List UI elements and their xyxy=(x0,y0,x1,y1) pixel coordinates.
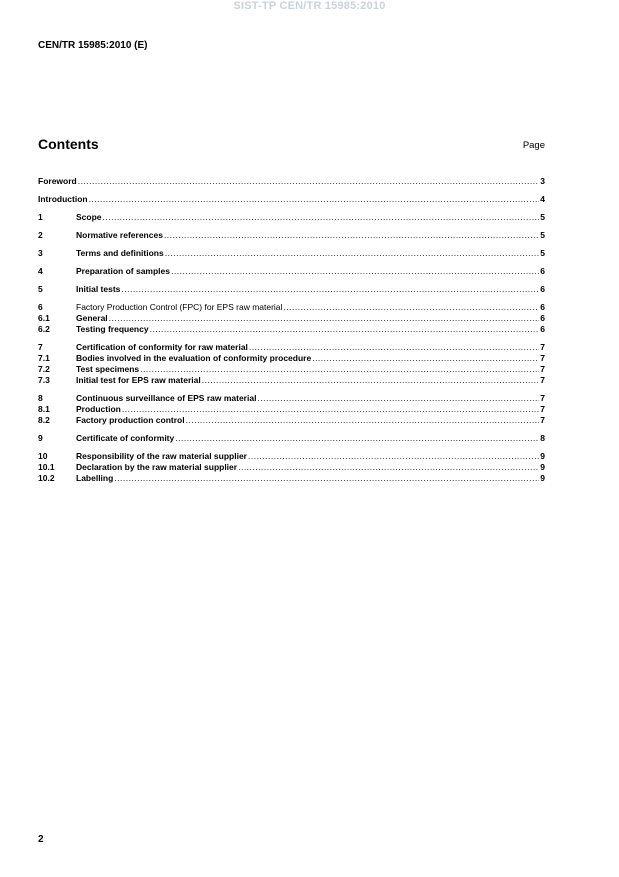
toc-entry-number: 4 xyxy=(38,266,43,276)
dot-leader xyxy=(165,248,540,259)
dot-leader xyxy=(103,212,540,223)
toc-entry-title: Bodies involved in the evaluation of conformity procedure xyxy=(76,353,312,363)
toc-entry-number: 10.1 xyxy=(38,462,55,472)
dot-leader xyxy=(312,353,539,364)
dot-leader xyxy=(249,342,539,353)
toc-entry-number: 10 xyxy=(38,451,48,461)
toc-entry-number: 9 xyxy=(38,433,43,443)
toc-entry-title: Preparation of samples xyxy=(76,266,171,276)
dot-leader xyxy=(238,462,539,473)
toc-entry-number: 6 xyxy=(38,302,43,312)
toc-entry-general[interactable] xyxy=(38,313,545,324)
toc-entry-title: Introduction xyxy=(38,194,88,204)
document-id: CEN/TR 15985:2010 (E) xyxy=(38,40,148,51)
toc-entry-production[interactable] xyxy=(38,404,545,415)
toc-entry-page: 7 xyxy=(540,393,545,403)
toc-entry-page: 8 xyxy=(540,433,545,443)
toc-entry-number: 7.3 xyxy=(38,375,50,385)
watermark: SIST-TP CEN/TR 15985:2010 xyxy=(233,0,386,12)
toc-entry-title: Responsibility of the raw material supplier xyxy=(76,451,247,461)
contents-heading: Contents xyxy=(38,136,99,152)
toc-entry-page: 7 xyxy=(540,353,545,363)
toc-entry-number: 7.1 xyxy=(38,353,50,363)
toc-entry-labelling[interactable] xyxy=(38,473,545,484)
toc-entry-normative-references[interactable] xyxy=(38,230,545,241)
toc-entry-page: 3 xyxy=(540,176,545,186)
toc-entry-number: 8.1 xyxy=(38,404,50,414)
toc-entry-certification-of-conformity[interactable] xyxy=(38,342,545,353)
toc-entry-title: Testing frequency xyxy=(76,324,149,334)
toc-entry-title: Declaration by the raw material supplier xyxy=(76,462,238,472)
toc-entry-page: 7 xyxy=(540,415,545,425)
toc-entry-title: Labelling xyxy=(76,473,114,483)
toc-entry-number: 6.1 xyxy=(38,313,50,323)
toc-entry-number: 6.2 xyxy=(38,324,50,334)
toc-entry-introduction[interactable] xyxy=(38,194,545,205)
toc-entry-title: Normative references xyxy=(76,230,163,240)
toc-entry-terms-and-definitions[interactable] xyxy=(38,248,545,259)
toc-entry-number: 7.2 xyxy=(38,364,50,374)
toc-entry-page: 6 xyxy=(540,302,545,312)
toc-entry-number: 7 xyxy=(38,342,43,352)
dot-leader xyxy=(121,284,539,295)
dot-leader xyxy=(171,266,539,277)
dot-leader xyxy=(122,404,539,415)
dot-leader xyxy=(175,433,539,444)
toc-entry-title: Initial test for EPS raw material xyxy=(76,375,201,385)
toc-entry-page: 7 xyxy=(540,404,545,414)
toc-entry-page: 6 xyxy=(540,266,545,276)
dot-leader xyxy=(202,375,540,386)
dot-leader xyxy=(164,230,539,241)
dot-leader xyxy=(186,415,540,426)
toc-entry-page: 6 xyxy=(540,324,545,334)
toc-entry-title: Initial tests xyxy=(76,284,121,294)
toc-entry-title: General xyxy=(76,313,108,323)
toc-entry-page: 6 xyxy=(540,313,545,323)
toc-entry-title: Certification of conformity for raw material xyxy=(76,342,248,352)
toc-entry-page: 5 xyxy=(540,248,545,258)
toc-entry-number: 2 xyxy=(38,230,43,240)
toc-entry-foreword[interactable] xyxy=(38,176,545,187)
toc-entry-number: 8.2 xyxy=(38,415,50,425)
toc-entry-number: 8 xyxy=(38,393,43,403)
dot-leader xyxy=(109,313,540,324)
toc-entry-page: 5 xyxy=(540,230,545,240)
toc-entry-initial-tests[interactable] xyxy=(38,284,545,295)
toc-entry-title: Foreword xyxy=(38,176,77,186)
dot-leader xyxy=(114,473,539,484)
dot-leader xyxy=(150,324,540,335)
toc-entry-bodies-involved[interactable] xyxy=(38,353,545,364)
page-column-label: Page xyxy=(522,140,545,151)
toc-entry-number: 5 xyxy=(38,284,43,294)
toc-entry-page: 7 xyxy=(540,342,545,352)
dot-leader xyxy=(283,302,539,313)
dot-leader xyxy=(89,194,540,205)
toc-entry-initial-test-eps[interactable] xyxy=(38,375,545,386)
dot-leader xyxy=(140,364,539,375)
toc-entry-number: 1 xyxy=(38,212,43,222)
toc-entry-title: Factory Production Control (FPC) for EPS raw material xyxy=(76,302,283,312)
toc-entry-declaration-by-supplier[interactable] xyxy=(38,462,545,473)
toc-entry-page: 7 xyxy=(540,375,545,385)
toc-entry-page: 9 xyxy=(540,473,545,483)
toc-entry-page: 5 xyxy=(540,212,545,222)
dot-leader xyxy=(248,451,539,462)
toc-entry-title: Scope xyxy=(76,212,102,222)
toc-entry-testing-frequency[interactable] xyxy=(38,324,545,335)
toc-entry-factory-production-control-8-2[interactable] xyxy=(38,415,545,426)
toc-entry-continuous-surveillance[interactable] xyxy=(38,393,545,404)
toc-entry-title: Certificate of conformity xyxy=(76,433,175,443)
toc-entry-title: Factory production control xyxy=(76,415,185,425)
toc-entry-certificate-of-conformity[interactable] xyxy=(38,433,545,444)
toc-entry-title: Production xyxy=(76,404,121,414)
toc-entry-page: 9 xyxy=(540,451,545,461)
toc-entry-title: Continuous surveillance of EPS raw material xyxy=(76,393,257,403)
toc-entry-test-specimens[interactable] xyxy=(38,364,545,375)
toc-entry-page: 4 xyxy=(540,194,545,204)
toc-entry-preparation-of-samples[interactable] xyxy=(38,266,545,277)
toc-entry-number: 3 xyxy=(38,248,43,258)
toc-entry-page: 7 xyxy=(540,364,545,374)
dot-leader xyxy=(257,393,539,404)
page-number: 2 xyxy=(38,834,44,845)
toc-entry-page: 9 xyxy=(540,462,545,472)
toc-entry-title: Terms and definitions xyxy=(76,248,164,258)
toc-entry-title: Test specimens xyxy=(76,364,140,374)
toc-entry-number: 10.2 xyxy=(38,473,55,483)
toc-entry-page: 6 xyxy=(540,284,545,294)
toc-entry-scope[interactable] xyxy=(38,212,545,223)
toc-entry-responsibility-of-supplier[interactable] xyxy=(38,451,545,462)
table-of-contents xyxy=(38,176,545,484)
toc-entry-factory-production-control[interactable] xyxy=(38,302,545,313)
dot-leader xyxy=(78,176,540,187)
